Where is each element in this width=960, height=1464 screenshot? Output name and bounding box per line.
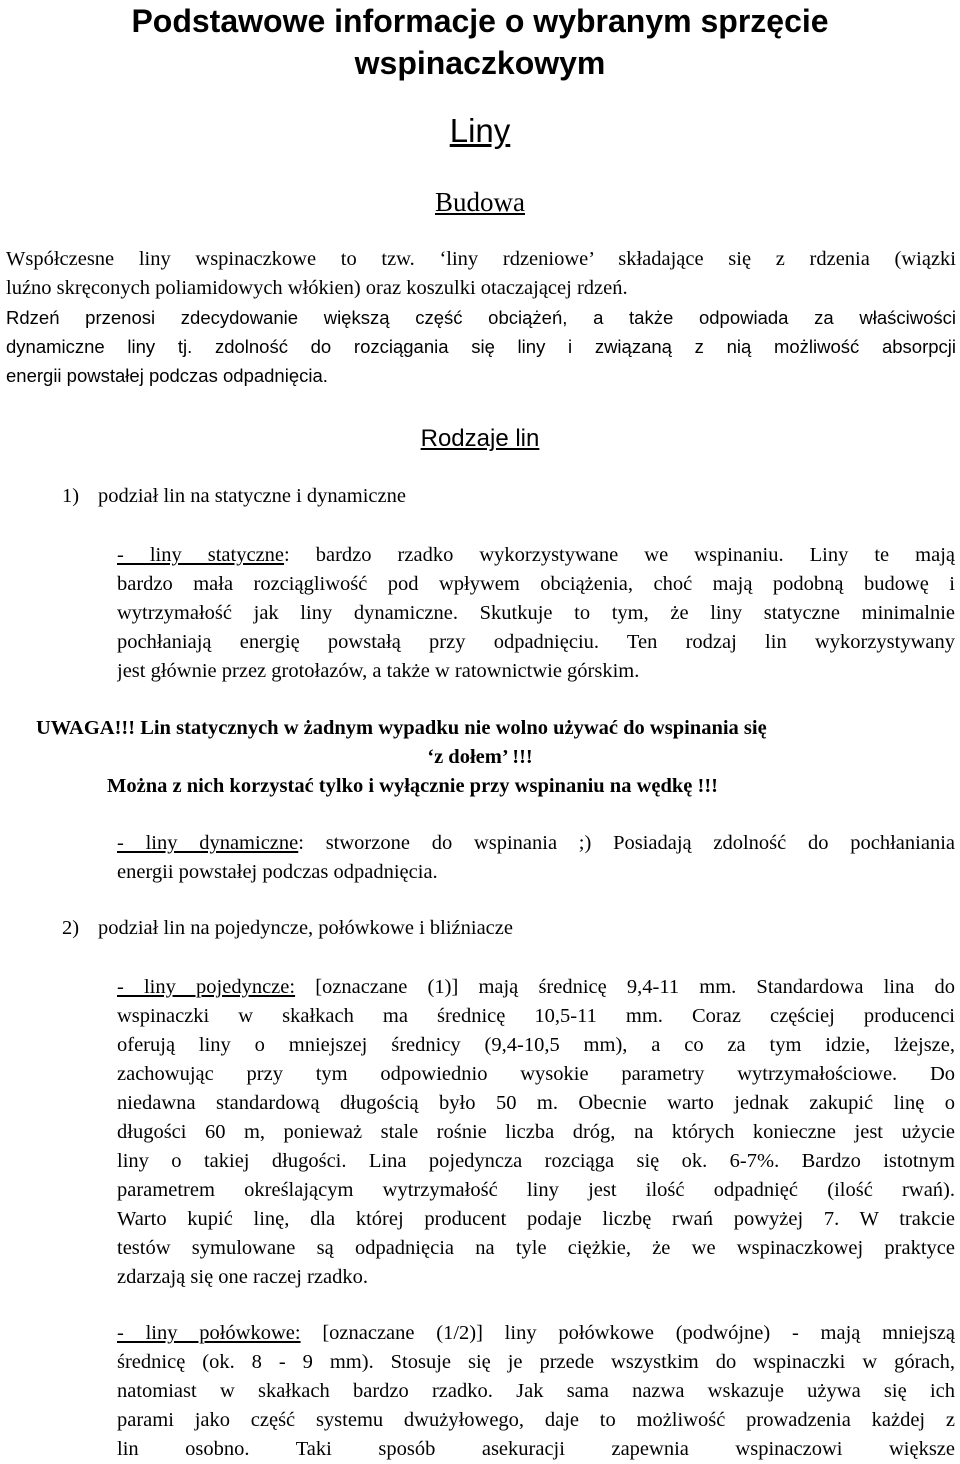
static-line-2: bardzo mała rozciągliwość pod wpływem obciążenia, choć mają podobną budowę i [117, 573, 955, 595]
heading-budowa [0, 185, 960, 219]
single-line-6: długości 60 m, ponieważ stale rośnie liczba dróg, na których konieczne jest użycie [117, 1121, 955, 1143]
half-line-1 [117, 1319, 955, 1348]
list-number-2: 2) [62, 917, 80, 939]
warning-line-3: Można z nich korzystać tylko i wyłącznie przy wspinaniu na wędkę !!! [107, 775, 718, 797]
budowa-line-4: dynamiczne liny tj. zdolność do rozciągania się liny i związaną z nią możliwość absorpcji [6, 336, 956, 357]
half-line-3: natomiast w skałkach bardzo rzadko. Jak sama nazwa wskazuje używa się ich [117, 1380, 955, 1402]
document-title-line2: wspinaczkowym [354, 45, 606, 81]
static-line-4: pochłaniają energię powstałą przy odpadnięciu. Ten rodzaj lin wykorzystywany [117, 631, 955, 653]
list-label-2: podział lin na pojedyncze, połówkowe i bliźniacze [98, 917, 513, 939]
warning-line-2: ‘z dołem’ !!! [427, 746, 533, 768]
single-line-7: liny o takiej długości. Lina pojedyncza rozciąga się ok. 6-7%. Bardzo istotnym [117, 1150, 955, 1172]
static-line-5: jest głównie przez grotołazów, a także w ratownictwie górskim. [117, 660, 640, 682]
dynamic-term: - liny dynamiczne [117, 832, 299, 854]
single-line-11: zdarzają się one raczej rzadko. [117, 1266, 368, 1288]
heading-rodzaje-lin [0, 424, 960, 454]
document-title-line1: Podstawowe informacje o wybranym sprzęcie [131, 3, 829, 39]
dynamic-line-2: energii powstałej podczas odpadnięcia. [117, 861, 438, 883]
list-label-1: podział lin na statyczne i dynamiczne [98, 485, 406, 507]
single-ropes-paragraph [117, 973, 955, 1292]
half-line-5: lin osobno. Taki sposób asekuracji zapewnia wspinaczowi większe [117, 1438, 955, 1460]
heading-rodzaje-lin-text: Rodzaje lin [420, 425, 540, 452]
warning-line-1: UWAGA!!! Lin statycznych w żadnym wypadku nie wolno używać do wspinania się [36, 717, 767, 739]
half-ropes-paragraph [117, 1319, 955, 1464]
budowa-line-3: Rdzeń przenosi zdecydowanie większą część obciążeń, a także odpowiada za właściwości [6, 307, 956, 328]
budowa-paragraph [6, 245, 956, 390]
single-line-4: zachowując przy tym odpowiednio wysokie parametry wytrzymałościowe. Do [117, 1063, 955, 1085]
static-line-1-rest: : bardzo rzadko wykorzystywane we wspinaniu. Liny te mają [284, 544, 955, 566]
half-line-1-rest: [oznaczane (1/2)] liny połówkowe (podwójne) - mają mniejszą [300, 1322, 955, 1344]
static-line-1 [117, 541, 955, 570]
static-line-3: wytrzymałość jak liny dynamiczne. Skutkuje to tym, że liny statyczne minimalnie [117, 602, 955, 624]
list-number-1: 1) [62, 485, 80, 507]
single-line-5: niedawna standardową długością było 50 m. Obecnie warto jednak zakupić linę o [117, 1092, 955, 1114]
half-line-2: średnicę (ok. 8 - 9 mm). Stosuje się je przede wszystkim do wspinaczki w górach, [117, 1351, 955, 1373]
single-line-1 [117, 973, 955, 1002]
single-line-9: Warto kupić linę, dla której producent podaje liczbę rwań powyżej 7. W trakcie [117, 1208, 955, 1230]
heading-liny [0, 111, 960, 151]
single-line-8: parametrem określającym wytrzymałość liny jest ilość odpadnięć (ilość rwań). [117, 1179, 955, 1201]
heading-liny-text: Liny [449, 112, 511, 149]
dynamic-ropes-paragraph [117, 829, 955, 887]
half-term: - liny połówkowe: [117, 1322, 301, 1344]
single-line-2: wspinaczki w skałkach ma średnicę 10,5-11 mm. Coraz częściej producenci [117, 1005, 955, 1027]
budowa-line-1: Współczesne liny wspinaczkowe to tzw. ‘liny rdzeniowe’ składające się z rdzenia (wiązki [6, 248, 956, 270]
document-title [0, 0, 960, 84]
static-term: - liny statyczne [117, 544, 285, 566]
dynamic-line-1-rest: : stworzone do wspinania ;) Posiadają zdolność do pochłaniania [298, 832, 955, 854]
single-line-1-rest: [oznaczane (1)] mają średnicę 9,4-11 mm. Standardowa lina do [295, 976, 955, 998]
half-line-4: parami jako część systemu dwużyłowego, daje to możliwość prowadzenia każdej z [117, 1409, 955, 1431]
single-line-3: oferują liny o mniejszej średnicy (9,4-10,5 mm), a co za tym idzie, lżejsze, [117, 1034, 955, 1056]
budowa-line-2: luźno skręconych poliamidowych włókien) oraz koszulki otaczającej rdzeń. [6, 277, 628, 299]
heading-budowa-text: Budowa [435, 187, 525, 217]
budowa-line-5: energii powstałej podczas odpadnięcia. [6, 365, 328, 386]
static-ropes-paragraph [117, 541, 955, 686]
single-term: - liny pojedyncze: [117, 976, 296, 998]
single-line-10: testów symulowane są odpadnięcia na tyle ciężkie, że we wspinaczkowej praktyce [117, 1237, 955, 1259]
dynamic-line-1 [117, 829, 955, 858]
